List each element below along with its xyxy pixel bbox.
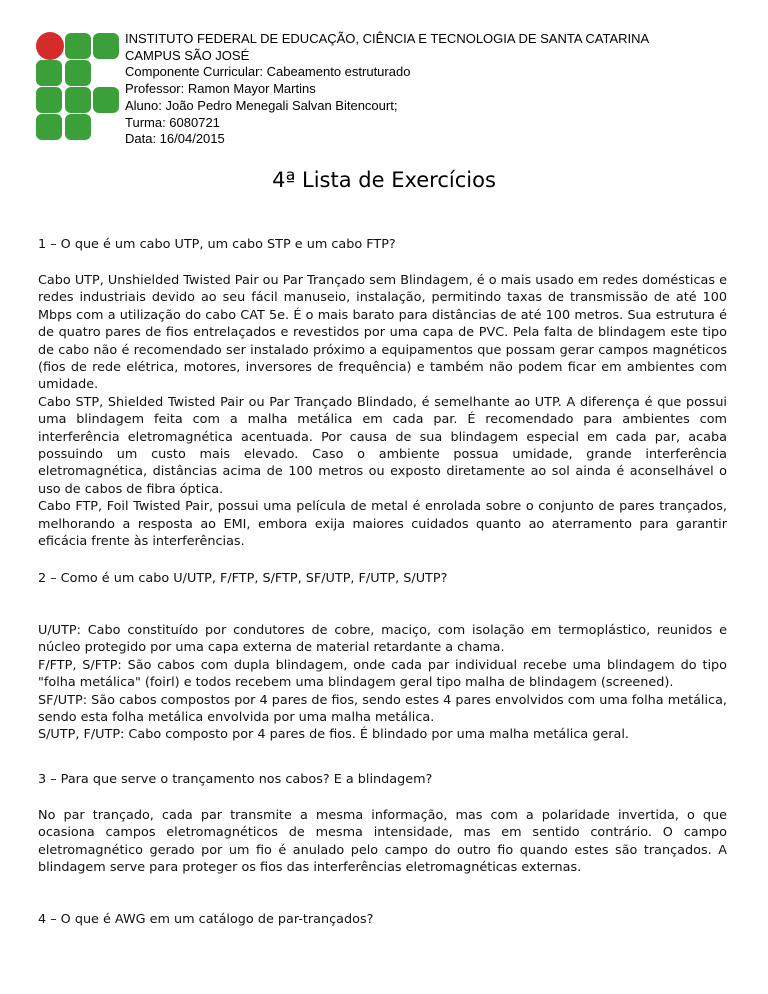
institution-name: INSTITUTO FEDERAL DE EDUCAÇÃO, CIÊNCIA E TECNOLOGIA DE SANTA CATARINA: [125, 31, 650, 46]
logo-square: [65, 114, 91, 140]
document-header: [125, 31, 725, 148]
answer-2: [38, 622, 727, 744]
campus-name: CAMPUS SÃO JOSÉ: [125, 47, 250, 63]
answer-paragraph: SF/UTP: São cabos compostos por 4 pares de fios, sendo estes 4 pares envolvidos com uma folha metálica, sendo esta folha metálica envolvida por uma malha metálica.: [38, 692, 727, 726]
answer-paragraph: U/UTP: Cabo constituído por condutores de cobre, maciço, com isolação em termoplástico, reunidos e núcleo protegido por uma capa externa de material retardante a chama.: [38, 623, 727, 656]
question-3: 3 – Para que serve o trançamento nos cabos? E a blindagem?: [38, 772, 433, 787]
logo-square: [93, 33, 119, 59]
logo-square: [36, 114, 62, 140]
answer-paragraph: Cabo UTP, Unshielded Twisted Pair ou Par Trançado sem Blindagem, é o mais usado em redes domésticas e redes industriais devido ao seu fácil manuseio, instalação, permitindo taxas de transmissão de até 100 Mbps com a utilização do cabo CAT 5e. É o mais barato para distâncias de até 100 metros. Sua estrutura é de quatro pares de fios entrelaçados e revestidos por uma capa de PVC. Pela falta de blindagem este tipo de cabo não é recomendado ser instalado próximo a equipamentos que possam gerar campos magnéticos (fios de rede elétrica, motores, inversores de frequência) e também não podem ficar em ambientes com umidade.: [38, 273, 727, 393]
course-name: Componente Curricular: Cabeamento estruturado: [125, 64, 411, 80]
logo-red-dot: [36, 32, 64, 60]
logo-square: [65, 60, 91, 86]
answer-1: [38, 272, 727, 551]
answer-paragraph: S/UTP, F/UTP: Cabo composto por 4 pares de fios. É blindado por uma malha metálica geral.: [38, 727, 629, 743]
question-4: 4 – O que é AWG em um catálogo de par-trançados?: [38, 912, 374, 927]
answer-paragraph: No par trançado, cada par transmite a mesma informação, mas com a polaridade invertida, o que ocasiona campos eletromagnéticos de mesma intensidade, mas em sentido contrário. O campo eletromagnético gerado por um fio é anulado pelo campo do outro fio quando estes são trançados. A blindagem serve para proteger os fios das interferências eletromagnéticas externas.: [38, 808, 727, 876]
answer-paragraph: F/FTP, S/FTP: São cabos com dupla blindagem, onde cada par individual recebe uma blindagem do tipo "folha metálica" (foirl) e todos recebem uma blindagem geral tipo malha de blindagem (screened).: [38, 657, 727, 691]
logo-square: [36, 87, 62, 113]
question-2: 2 – Como é um cabo U/UTP, F/FTP, S/FTP, SF/UTP, F/UTP, S/UTP?: [38, 571, 448, 586]
student-name: Aluno: João Pedro Menegali Salvan Bitencourt;: [125, 97, 398, 113]
logo-square: [65, 87, 91, 113]
logo-square: [93, 87, 119, 113]
logo-square: [65, 33, 91, 59]
institution-logo: [36, 32, 120, 140]
class-code: Turma: 6080721: [125, 114, 220, 130]
document-date: Data: 16/04/2015: [125, 131, 225, 147]
answer-3: [38, 807, 727, 877]
question-1: 1 – O que é um cabo UTP, um cabo STP e um cabo FTP?: [38, 237, 396, 252]
answer-paragraph: Cabo FTP, Foil Twisted Pair, possui uma película de metal é enrolada sobre o conjunto de pares trançados, melhorando a resposta ao EMI, embora exija maiores cuidados quanto ao aterramento para garantir eficácia frente às interferências.: [38, 499, 727, 550]
answer-paragraph: Cabo STP, Shielded Twisted Pair ou Par Trançado Blindado, é semelhante ao UTP. A diferença é que possui uma blindagem feita com a malha metálica em cada par. É recomendado para ambientes com interferência eletromagnética acentuada. Por causa de sua blindagem especial em cada par, acaba possuindo um custo mais elevado. Caso o ambiente possua umidade, grande interferência eletromagnética, distâncias acima de 100 metros ou exposto diretamente ao sol ainda é aconselhável o uso de cabos de fibra óptica.: [38, 394, 727, 497]
logo-square: [36, 60, 62, 86]
page-title: 4ª Lista de Exercícios: [272, 168, 496, 192]
professor-name: Professor: Ramon Mayor Martins: [125, 81, 316, 97]
